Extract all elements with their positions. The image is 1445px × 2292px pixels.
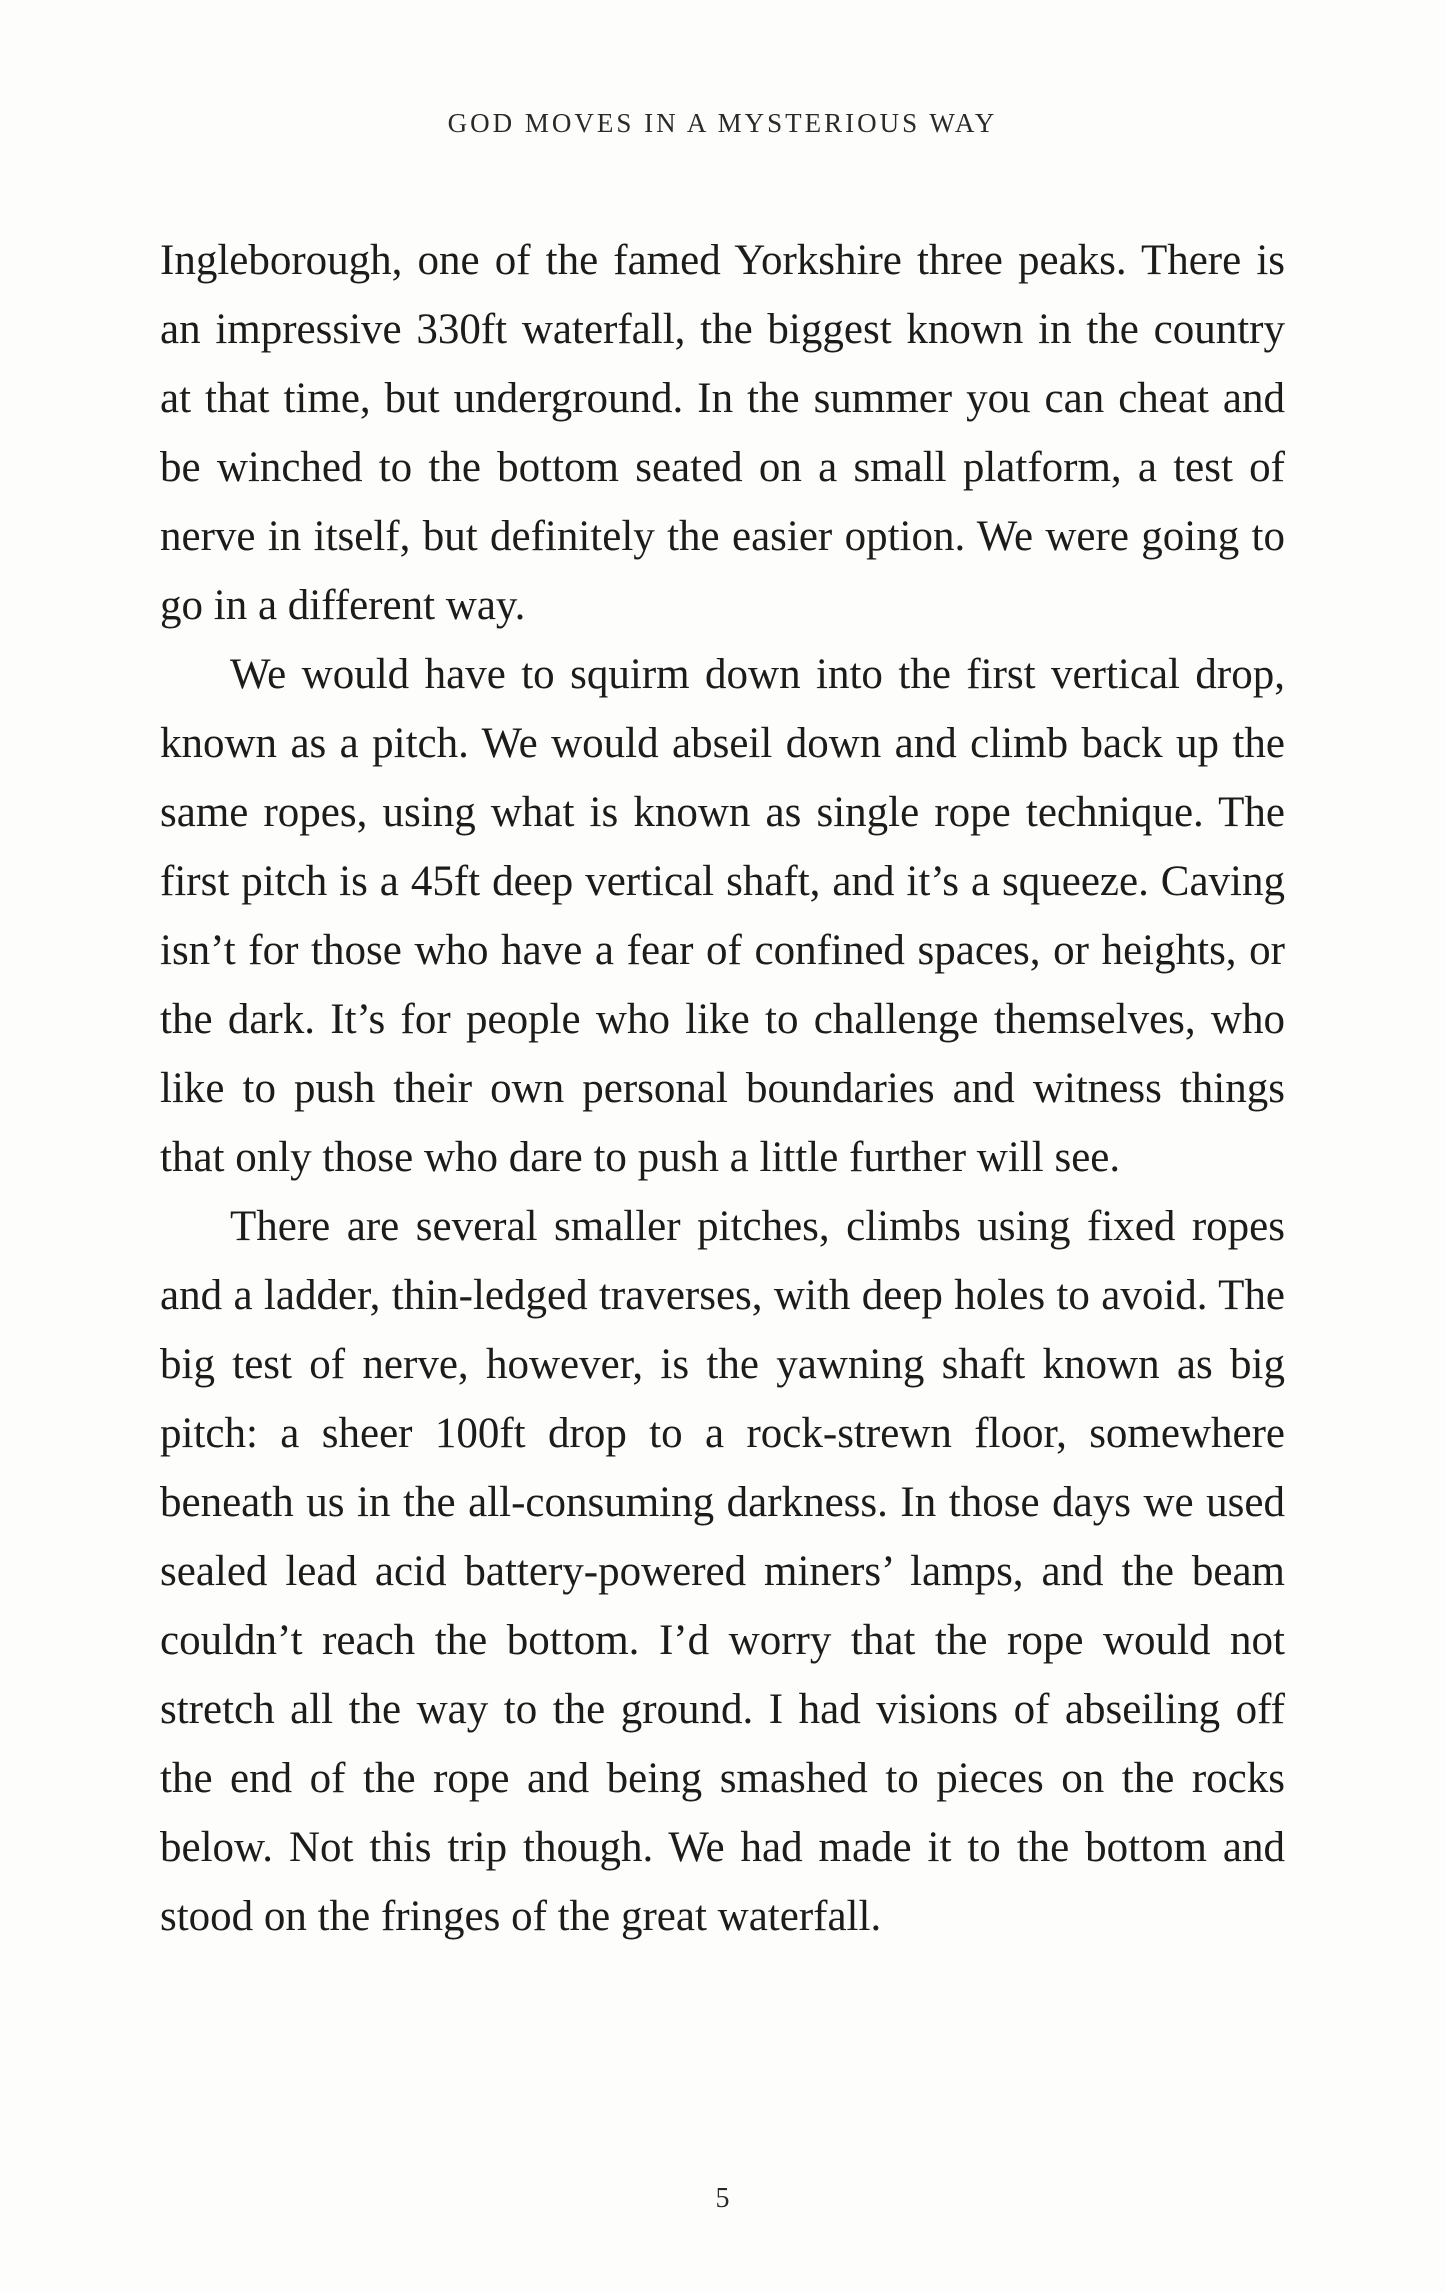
body-text: [160, 226, 1285, 1951]
paragraph: We would have to squirm down into the first vertical drop, known as a pitch. We would abseil down and climb back up the same ropes, using what is known as single rope technique. The first pitch is a 45ft deep vertical shaft, and it’s a squeeze. Caving isn’t for those who have a fear of confined spaces, or heights, or the dark. It’s for people who like to challenge themselves, who like to push their own personal boundaries and witness things that only those who dare to push a little further will see.: [160, 651, 1285, 1181]
running-head: GOD MOVES IN A MYSTERIOUS WAY: [447, 108, 998, 138]
paragraph: Ingleborough, one of the famed Yorkshire three peaks. There is an impressive 330ft waterfall, the biggest known in the country at that time, but underground. In the summer you can cheat and be winched to the bottom seated on a small platform, a test of nerve in itself, but definitely the easier option. We were going to go in a different way.: [160, 237, 1285, 629]
paragraph: There are several smaller pitches, climbs using fixed ropes and a ladder, thin-ledged traverses, with deep holes to avoid. The big test of nerve, however, is the yawning shaft known as big pitch: a sheer 100ft drop to a rock-strewn floor, somewhere beneath us in the all-consuming darkness. In those days we used sealed lead acid battery-powered miners’ lamps, and the beam couldn’t reach the bottom. I’d worry that the rope would not stretch all the way to the ground. I had visions of abseiling off the end of the rope and being smashed to pieces on the rocks below. Not this trip though. We had made it to the bottom and stood on the fringes of the great waterfall.: [160, 1203, 1285, 1940]
page-number: 5: [715, 2183, 730, 2214]
